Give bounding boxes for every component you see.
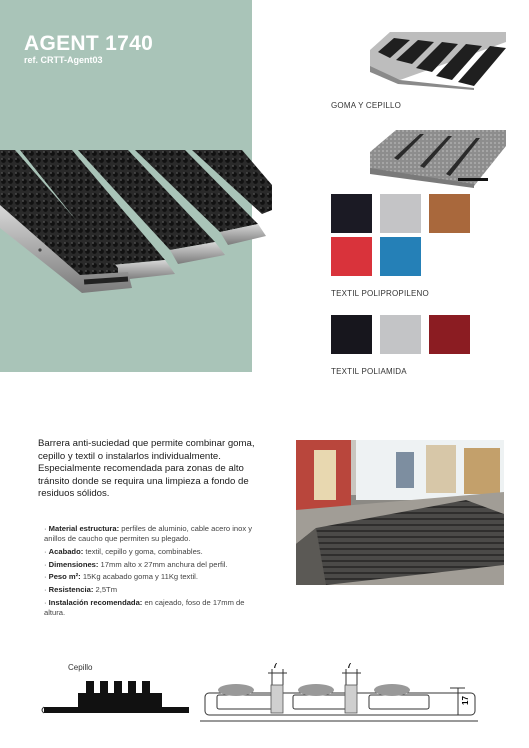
spec-key: Material estructura:: [48, 524, 120, 533]
profile-cross-section-diagram: [40, 663, 480, 738]
spec-item: · Acabado: textil, cepillo y goma, combinables.: [44, 546, 203, 556]
textile-mat-thumbnail: [370, 126, 506, 188]
variant-label-goma-cepillo: GOMA Y CEPILLO: [331, 101, 402, 110]
product-description: [38, 438, 260, 501]
spec-value: 17mm alto x 27mm anchura del perfil.: [98, 559, 228, 569]
rubber-brush-mat-thumbnail: [370, 30, 506, 90]
color-swatch-polipropileno-5: [380, 237, 421, 276]
variant-label-poliamida: TEXTIL POLIAMIDA: [331, 367, 407, 376]
installation-photo: [296, 440, 504, 585]
spec-value: 15Kg acabado goma y 11Kg textil.: [80, 572, 198, 582]
spec-item: · Resistencia: 2,5Tm: [44, 585, 118, 595]
color-swatch-poliamida-3: [429, 315, 470, 354]
color-swatch-poliamida-1: [331, 315, 372, 354]
spec-list: [44, 524, 259, 621]
diagram-caption: Cepillo: [68, 663, 93, 672]
color-swatch-polipropileno-2: [380, 194, 421, 233]
dimension-height: 17: [461, 696, 470, 705]
variant-label-polipropileno: TEXTIL POLIPROPILENO: [331, 289, 429, 298]
spec-key: Instalación recomendada:: [48, 597, 143, 607]
spec-key: Dimensiones:: [48, 559, 99, 569]
description-usage: Especialmente recomendada para zonas de alto tránsito donde se requira una limpieza a fondo de residuos sólidos.: [38, 463, 249, 499]
product-title: AGENT 1740: [24, 32, 154, 55]
spec-value: en cajeado, foso de 17mm de altura.: [44, 597, 245, 617]
spec-item: · Instalación recomendada: en cajeado, foso de 17mm de altura.: [44, 597, 245, 617]
spec-key: Acabado:: [48, 546, 84, 556]
color-swatch-polipropileno-4: [331, 237, 372, 276]
color-swatch-polipropileno-3: [429, 194, 470, 233]
spec-value: textil, cepillo y goma, combinables.: [83, 546, 203, 556]
color-swatch-poliamida-2: [380, 315, 421, 354]
dimension-gap-2: 7: [347, 663, 352, 670]
hero-mat-image: [0, 150, 272, 300]
spec-value: perfiles de aluminio, cable acero inox y anillos de caucho que permiten su plegado.: [44, 524, 253, 544]
dimension-gap-1: 7: [273, 663, 278, 670]
spec-value: 2,5Tm: [93, 585, 118, 595]
description-intro: Barrera anti-suciedad que permite combinar goma, cepillo y textil o instalarlos individualmente.: [38, 438, 255, 462]
color-swatch-polipropileno-1: [331, 194, 372, 233]
product-ref: ref. CRTT-Agent03: [24, 55, 103, 65]
spec-item: · Material estructura: perfiles de aluminio, cable acero inox y anillos de caucho que permiten su plegado.: [44, 524, 253, 544]
spec-key: Resistencia:: [48, 585, 94, 595]
spec-item: · Peso m²: 15Kg acabado goma y 11Kg textil.: [44, 572, 198, 582]
spec-item: · Dimensiones: 17mm alto x 27mm anchura del perfil.: [44, 559, 228, 569]
spec-key: Peso m²:: [48, 572, 81, 582]
store-entrance-image: [296, 440, 504, 585]
